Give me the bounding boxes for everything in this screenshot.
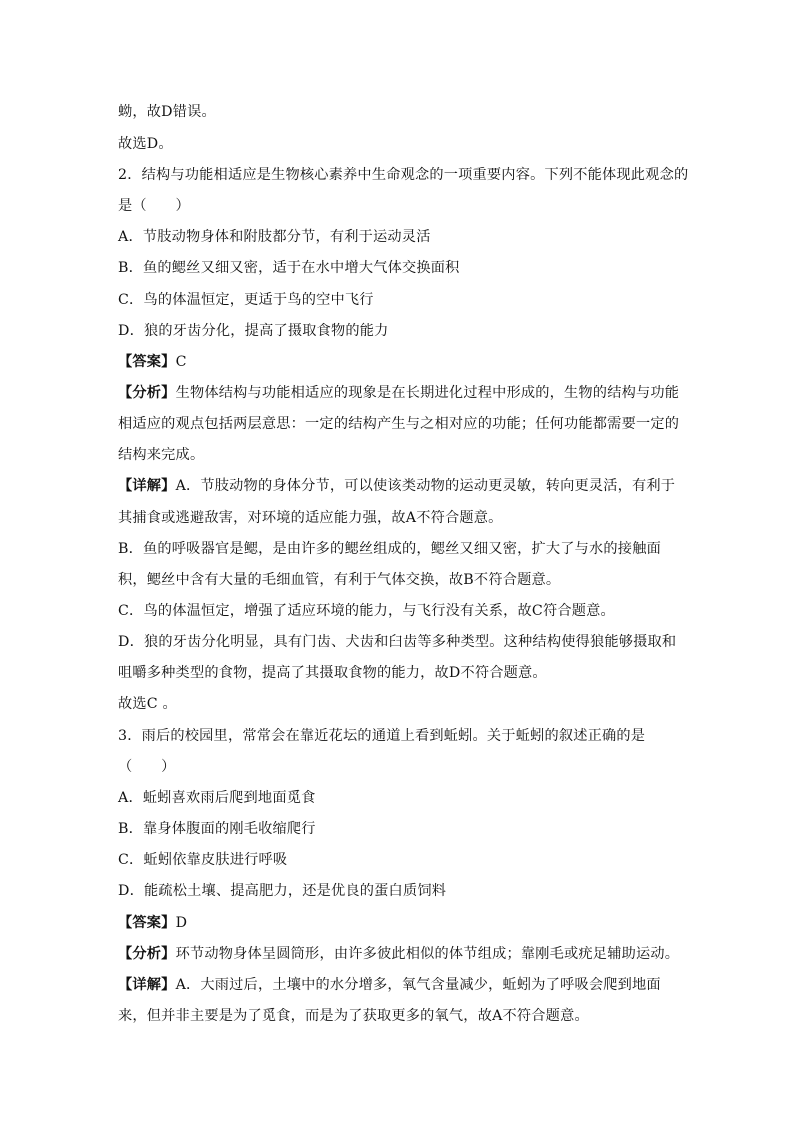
text-line: 相适应的观点包括两层意思：一定的结构产生与之相对应的功能；任何功能都需要一定的: [118, 416, 680, 432]
text-line: 蚴，故D错误。: [118, 104, 216, 120]
question-2-stem: 2．结构与功能相适应是生物核心素养中生命观念的一项重要内容。下列不能体现此观念的: [118, 167, 689, 183]
text-line: （ ）: [118, 759, 176, 775]
detail-label: 【详解】: [118, 977, 176, 993]
option-a: A．节肢动物身体和附肢都分节，有利于运动灵活: [118, 229, 431, 245]
text-line: 其捕食或逃避敌害，对环境的适应能力强，故A不符合题意。: [118, 510, 503, 526]
detail-line: 【详解】A．大雨过后，土壤中的水分增多，氧气含量减少，蚯蚓为了呼吸会爬到地面: [118, 977, 661, 993]
analysis-line: 【分析】环节动物身体呈圆筒形，由许多彼此相似的体节组成；靠刚毛或疣足辅助运动。: [118, 946, 680, 962]
option-d: D．狼的牙齿分化，提高了摄取食物的能力: [118, 323, 389, 339]
text-line: 来，但并非主要是为了觅食，而是为了获取更多的氧气，故A不符合题意。: [118, 1008, 589, 1024]
answer-label: 【答案】: [118, 354, 176, 370]
answer-line: 【答案】D: [118, 915, 188, 931]
text-line: B．鱼的呼吸器官是鳃，是由许多的鳃丝组成的，鳃丝又细又密，扩大了与水的接触面: [118, 541, 661, 557]
text-line: C．鸟的体温恒定，增强了适应环境的能力，与飞行没有关系，故C符合题意。: [118, 603, 615, 619]
answer-line: 【答案】C: [118, 354, 187, 370]
option-b: B．鱼的鳃丝又细又密，适于在水中增大气体交换面积: [118, 260, 460, 276]
option-c: C．蚯蚓依靠皮肤进行呼吸: [118, 852, 288, 868]
text-line: 结构来完成。: [118, 447, 205, 463]
text-line: 积，鳃丝中含有大量的毛细血管，有利于气体交换，故B不符合题意。: [118, 572, 561, 588]
text-line: 故选C 。: [118, 696, 177, 712]
text-line: 故选D。: [118, 136, 173, 152]
question-3-stem: 3．雨后的校园里，常常会在靠近花坛的通道上看到蚯蚓。关于蚯蚓的叙述正确的是: [118, 728, 646, 744]
detail-line: 【详解】A．节肢动物的身体分节，可以使该类动物的运动更灵敏，转向更灵活，有利于: [118, 478, 676, 494]
text-line: 咀嚼多种类型的食物，提高了其摄取食物的能力，故D不符合题意。: [118, 665, 547, 681]
analysis-line: 【分析】生物体结构与功能相适应的现象是在长期进化过程中形成的，生物的结构与功能: [118, 385, 680, 401]
text-line: D．狼的牙齿分化明显，具有门齿、犬齿和臼齿等多种类型。这种结构使得狼能够摄取和: [118, 634, 677, 650]
option-b: B．靠身体腹面的刚毛收缩爬行: [118, 821, 316, 837]
option-c: C．鸟的体温恒定，更适于鸟的空中飞行: [118, 292, 374, 308]
analysis-label: 【分析】: [118, 946, 176, 962]
option-d: D．能疏松土壤、提高肥力，还是优良的蛋白质饲料: [118, 883, 447, 899]
answer-label: 【答案】: [118, 915, 176, 931]
detail-label: 【详解】: [118, 478, 176, 494]
option-a: A．蚯蚓喜欢雨后爬到地面觅食: [118, 790, 316, 806]
analysis-label: 【分析】: [118, 385, 176, 401]
text-line: 是（ ）: [118, 198, 190, 214]
